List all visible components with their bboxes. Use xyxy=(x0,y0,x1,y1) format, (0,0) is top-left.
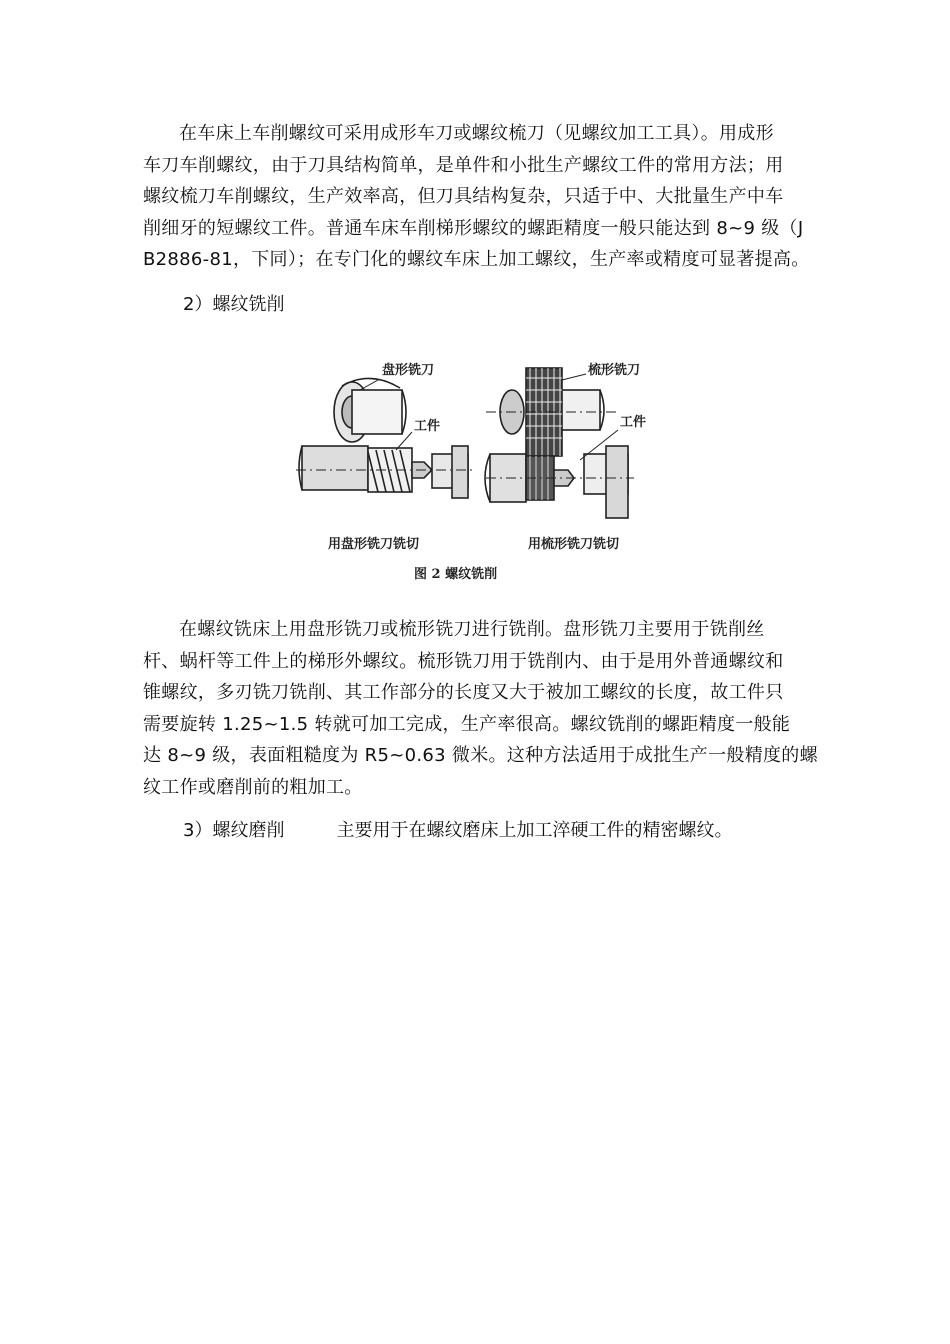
paragraph-milling xyxy=(143,614,818,803)
paragraph-line: 削细牙的短螺纹工件。普通车床车削梯形螺纹的螺距精度一般只能达到 8~9 级（J xyxy=(143,217,804,239)
paragraph-line: 在车床上车削螺纹可采用成形车刀或螺纹梳刀（见螺纹加工工具）。用成形 xyxy=(179,123,774,144)
paragraph-line: 在螺纹铣床上用盘形铣刀或梳形铣刀进行铣削。盘形铣刀主要用于铣削丝 xyxy=(179,619,765,640)
comb-workpiece-label: 工件 xyxy=(620,415,647,430)
paragraph-line: 纹工作或磨削前的粗加工。 xyxy=(143,776,363,798)
grinding-heading-text: 主要用于在螺纹磨床上加工淬硬工件的精密螺纹。 xyxy=(336,820,733,841)
disk-cutter-label: 盘形铣刀 xyxy=(382,363,435,378)
disk-caption: 用盘形铣刀铣切 xyxy=(328,537,420,552)
comb-cutter-label: 梳形铣刀 xyxy=(588,363,641,378)
paragraph-line: 杆、蜗杆等工件上的梯形外螺纹。梳形铣刀用于铣削内、由于是用外普通螺纹和 xyxy=(143,650,784,672)
section-heading-milling: 2）螺纹铣削 xyxy=(183,294,285,315)
paragraph-line: 需要旋转 1.25~1.5 转就可加工完成，生产率很高。螺纹铣削的螺距精度一般能 xyxy=(143,713,791,735)
grinding-heading-label: 3）螺纹磨削 xyxy=(183,820,285,841)
section-heading-grinding xyxy=(183,818,732,844)
disk-workpiece-label: 工件 xyxy=(414,419,441,434)
paragraph-line: 达 8~9 级，表面粗糙度为 R5~0.63 微米。这种方法适用于成批生产一般精度的螺 xyxy=(143,745,818,766)
disk-cutter-diagram xyxy=(296,378,472,498)
comb-cutter-diagram xyxy=(485,368,634,518)
figure-caption: 图 2 螺纹铣削 xyxy=(414,567,498,582)
thread-milling-figure xyxy=(290,350,670,590)
paragraph-line: 锥螺纹，多刃铣刀铣削、其工作部分的长度又大于被加工螺纹的长度，故工件只 xyxy=(143,682,784,703)
comb-caption: 用梳形铣刀铣切 xyxy=(528,537,620,552)
paragraph-line: B2886-81，下同）；在专门化的螺纹车床上加工螺纹，生产率或精度可显著提高。 xyxy=(143,249,810,270)
paragraph-line: 螺纹梳刀车削螺纹，生产效率高，但刀具结构复杂，只适于中、大批量生产中车 xyxy=(143,186,784,207)
paragraph-turning xyxy=(143,118,811,276)
paragraph-line: 车刀车削螺纹，由于刀具结构简单，是单件和小批生产螺纹工件的常用方法；用 xyxy=(143,154,784,176)
